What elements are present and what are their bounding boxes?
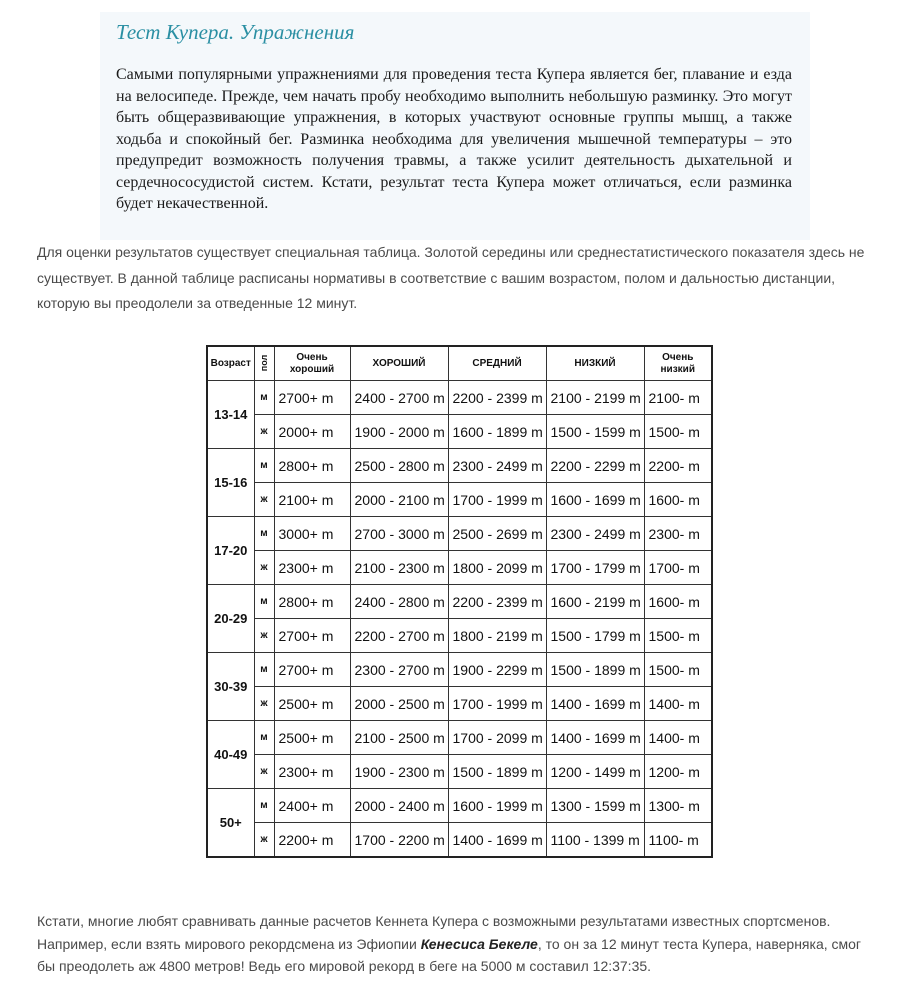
sex-cell: ж [254, 551, 274, 585]
distance-cell: 2400+ m [274, 789, 350, 823]
distance-cell: 1600 - 1699 m [546, 483, 644, 517]
distance-cell: 2500+ m [274, 687, 350, 721]
distance-cell: 2200- m [644, 449, 712, 483]
distance-cell: 2100 - 2500 m [350, 721, 448, 755]
header-sex-label: пол [259, 354, 269, 372]
distance-cell: 2300- m [644, 517, 712, 551]
distance-cell: 2700+ m [274, 381, 350, 415]
age-group-cell: 15-16 [207, 449, 254, 517]
sex-cell: ж [254, 823, 274, 858]
sex-cell: ж [254, 483, 274, 517]
distance-cell: 2300 - 2499 m [448, 449, 546, 483]
distance-cell: 2200 - 2700 m [350, 619, 448, 653]
distance-cell: 1500- m [644, 415, 712, 449]
distance-cell: 1100 - 1399 m [546, 823, 644, 858]
table-body [207, 381, 712, 858]
distance-cell: 2200 - 2399 m [448, 585, 546, 619]
cooper-norms-table [206, 345, 713, 858]
distance-cell: 1800 - 2199 m [448, 619, 546, 653]
distance-cell: 1500 - 1799 m [546, 619, 644, 653]
table-row [207, 449, 712, 483]
table-row [207, 517, 712, 551]
distance-cell: 1200- m [644, 755, 712, 789]
table-row [207, 789, 712, 823]
outro-paragraph [37, 910, 877, 978]
distance-cell: 1400 - 1699 m [448, 823, 546, 858]
distance-cell: 2100- m [644, 381, 712, 415]
distance-cell: 1700 - 1999 m [448, 687, 546, 721]
distance-cell: 2000 - 2100 m [350, 483, 448, 517]
table-row [207, 721, 712, 755]
distance-cell: 2800+ m [274, 585, 350, 619]
header-very-good: Очень хороший [274, 346, 350, 381]
age-group-cell: 17-20 [207, 517, 254, 585]
distance-cell: 1300- m [644, 789, 712, 823]
age-group-cell: 20-29 [207, 585, 254, 653]
distance-cell: 2200+ m [274, 823, 350, 858]
sex-cell: м [254, 721, 274, 755]
distance-cell: 1600 - 1899 m [448, 415, 546, 449]
table-row [207, 585, 712, 619]
distance-cell: 1500- m [644, 653, 712, 687]
table-header-row [207, 346, 712, 381]
sex-cell: м [254, 585, 274, 619]
athlete-name: Кенесиса Бекеле [420, 935, 538, 952]
distance-cell: 2000 - 2500 m [350, 687, 448, 721]
distance-cell: 1700 - 1999 m [448, 483, 546, 517]
distance-cell: 1400- m [644, 721, 712, 755]
table-row [207, 415, 712, 449]
sex-cell: ж [254, 687, 274, 721]
distance-cell: 1400 - 1699 m [546, 687, 644, 721]
distance-cell: 1100- m [644, 823, 712, 858]
sex-cell: ж [254, 415, 274, 449]
outro-text-2: , то он за 12 минут теста Купера, наверняка, смог бы преодолеть аж 4800 метров! Ведь его мировой рекорд в беге на 5000 м составил 12:37:35. [37, 935, 862, 974]
distance-cell: 1400 - 1699 m [546, 721, 644, 755]
table-row [207, 653, 712, 687]
distance-cell: 1300 - 1599 m [546, 789, 644, 823]
table-row [207, 687, 712, 721]
table-row [207, 381, 712, 415]
intro-paragraph: Для оценки результатов существует специальная таблица. Золотой середины или среднестатистического показателя здесь не существует. В данной таблице расписаны нормативы в соответствие с вашим возрастом, полом и дальностью дистанции, которую вы преодолели за отведенные 12 минут. [37, 244, 865, 311]
distance-cell: 2100+ m [274, 483, 350, 517]
distance-cell: 2200 - 2299 m [546, 449, 644, 483]
distance-cell: 3000+ m [274, 517, 350, 551]
header-low: НИЗКИЙ [546, 346, 644, 381]
distance-cell: 2700 - 3000 m [350, 517, 448, 551]
sex-cell: ж [254, 619, 274, 653]
callout-paragraph: Самыми популярными упражнениями для проведения теста Купера является бег, плавание и езда на велосипеде. Прежде, чем начать пробу необходимо выполнить небольшую разминку. Это могут быть общеразвивающие упражнения, в которых участвуют основные группы мышц, а также ходьба и спокойный бег. Разминка необходима для увеличения мышечной температуры – это предупредит возможность получения травмы, а также усилит деятельность дыхательной и сердечнососудистой систем. Кстати, результат теста Купера может отличаться, если разминка будет некачественной. [116, 66, 792, 212]
distance-cell: 1900 - 2300 m [350, 755, 448, 789]
distance-cell: 1600- m [644, 585, 712, 619]
distance-cell: 1900 - 2299 m [448, 653, 546, 687]
distance-cell: 1500- m [644, 619, 712, 653]
distance-cell: 2100 - 2199 m [546, 381, 644, 415]
sex-cell: м [254, 449, 274, 483]
distance-cell: 2700+ m [274, 619, 350, 653]
age-group-cell: 40-49 [207, 721, 254, 789]
distance-cell: 2400 - 2800 m [350, 585, 448, 619]
table-row [207, 619, 712, 653]
header-sex [254, 346, 274, 381]
distance-cell: 2300 - 2700 m [350, 653, 448, 687]
distance-cell: 1900 - 2000 m [350, 415, 448, 449]
section-title: Тест Купера. Упражнения [116, 20, 355, 44]
sex-cell: м [254, 381, 274, 415]
distance-cell: 2300+ m [274, 755, 350, 789]
table-row [207, 823, 712, 858]
distance-cell: 2500 - 2699 m [448, 517, 546, 551]
distance-cell: 1400- m [644, 687, 712, 721]
distance-cell: 1600 - 2199 m [546, 585, 644, 619]
distance-cell: 2300 - 2499 m [546, 517, 644, 551]
distance-cell: 2100 - 2300 m [350, 551, 448, 585]
age-group-cell: 30-39 [207, 653, 254, 721]
distance-cell: 1700 - 2099 m [448, 721, 546, 755]
table-row [207, 551, 712, 585]
distance-cell: 1600- m [644, 483, 712, 517]
header-average: СРЕДНИЙ [448, 346, 546, 381]
outro-text-1: Кстати, многие любят сравнивать данные расчетов Кеннета Купера с возможными результатами известных спортсменов. Например, если взять мирового рекордсмена из Эфиопии [37, 913, 831, 952]
distance-cell: 1500 - 1899 m [546, 653, 644, 687]
distance-cell: 1600 - 1999 m [448, 789, 546, 823]
distance-cell: 1700 - 2200 m [350, 823, 448, 858]
header-good: ХОРОШИЙ [350, 346, 448, 381]
distance-cell: 1200 - 1499 m [546, 755, 644, 789]
distance-cell: 1700- m [644, 551, 712, 585]
distance-cell: 2700+ m [274, 653, 350, 687]
distance-cell: 1700 - 1799 m [546, 551, 644, 585]
sex-cell: ж [254, 755, 274, 789]
header-very-low: Очень низкий [644, 346, 712, 381]
distance-cell: 1800 - 2099 m [448, 551, 546, 585]
table-row [207, 483, 712, 517]
distance-cell: 2000+ m [274, 415, 350, 449]
header-age: Возраст [207, 346, 254, 381]
distance-cell: 1500 - 1599 m [546, 415, 644, 449]
table-row [207, 755, 712, 789]
distance-cell: 2000 - 2400 m [350, 789, 448, 823]
distance-cell: 1500 - 1899 m [448, 755, 546, 789]
distance-cell: 2400 - 2700 m [350, 381, 448, 415]
distance-cell: 2200 - 2399 m [448, 381, 546, 415]
sex-cell: м [254, 789, 274, 823]
distance-cell: 2300+ m [274, 551, 350, 585]
sex-cell: м [254, 653, 274, 687]
age-group-cell: 50+ [207, 789, 254, 858]
distance-cell: 2500 - 2800 m [350, 449, 448, 483]
age-group-cell: 13-14 [207, 381, 254, 449]
distance-cell: 2800+ m [274, 449, 350, 483]
sex-cell: м [254, 517, 274, 551]
distance-cell: 2500+ m [274, 721, 350, 755]
callout-box [100, 12, 810, 240]
